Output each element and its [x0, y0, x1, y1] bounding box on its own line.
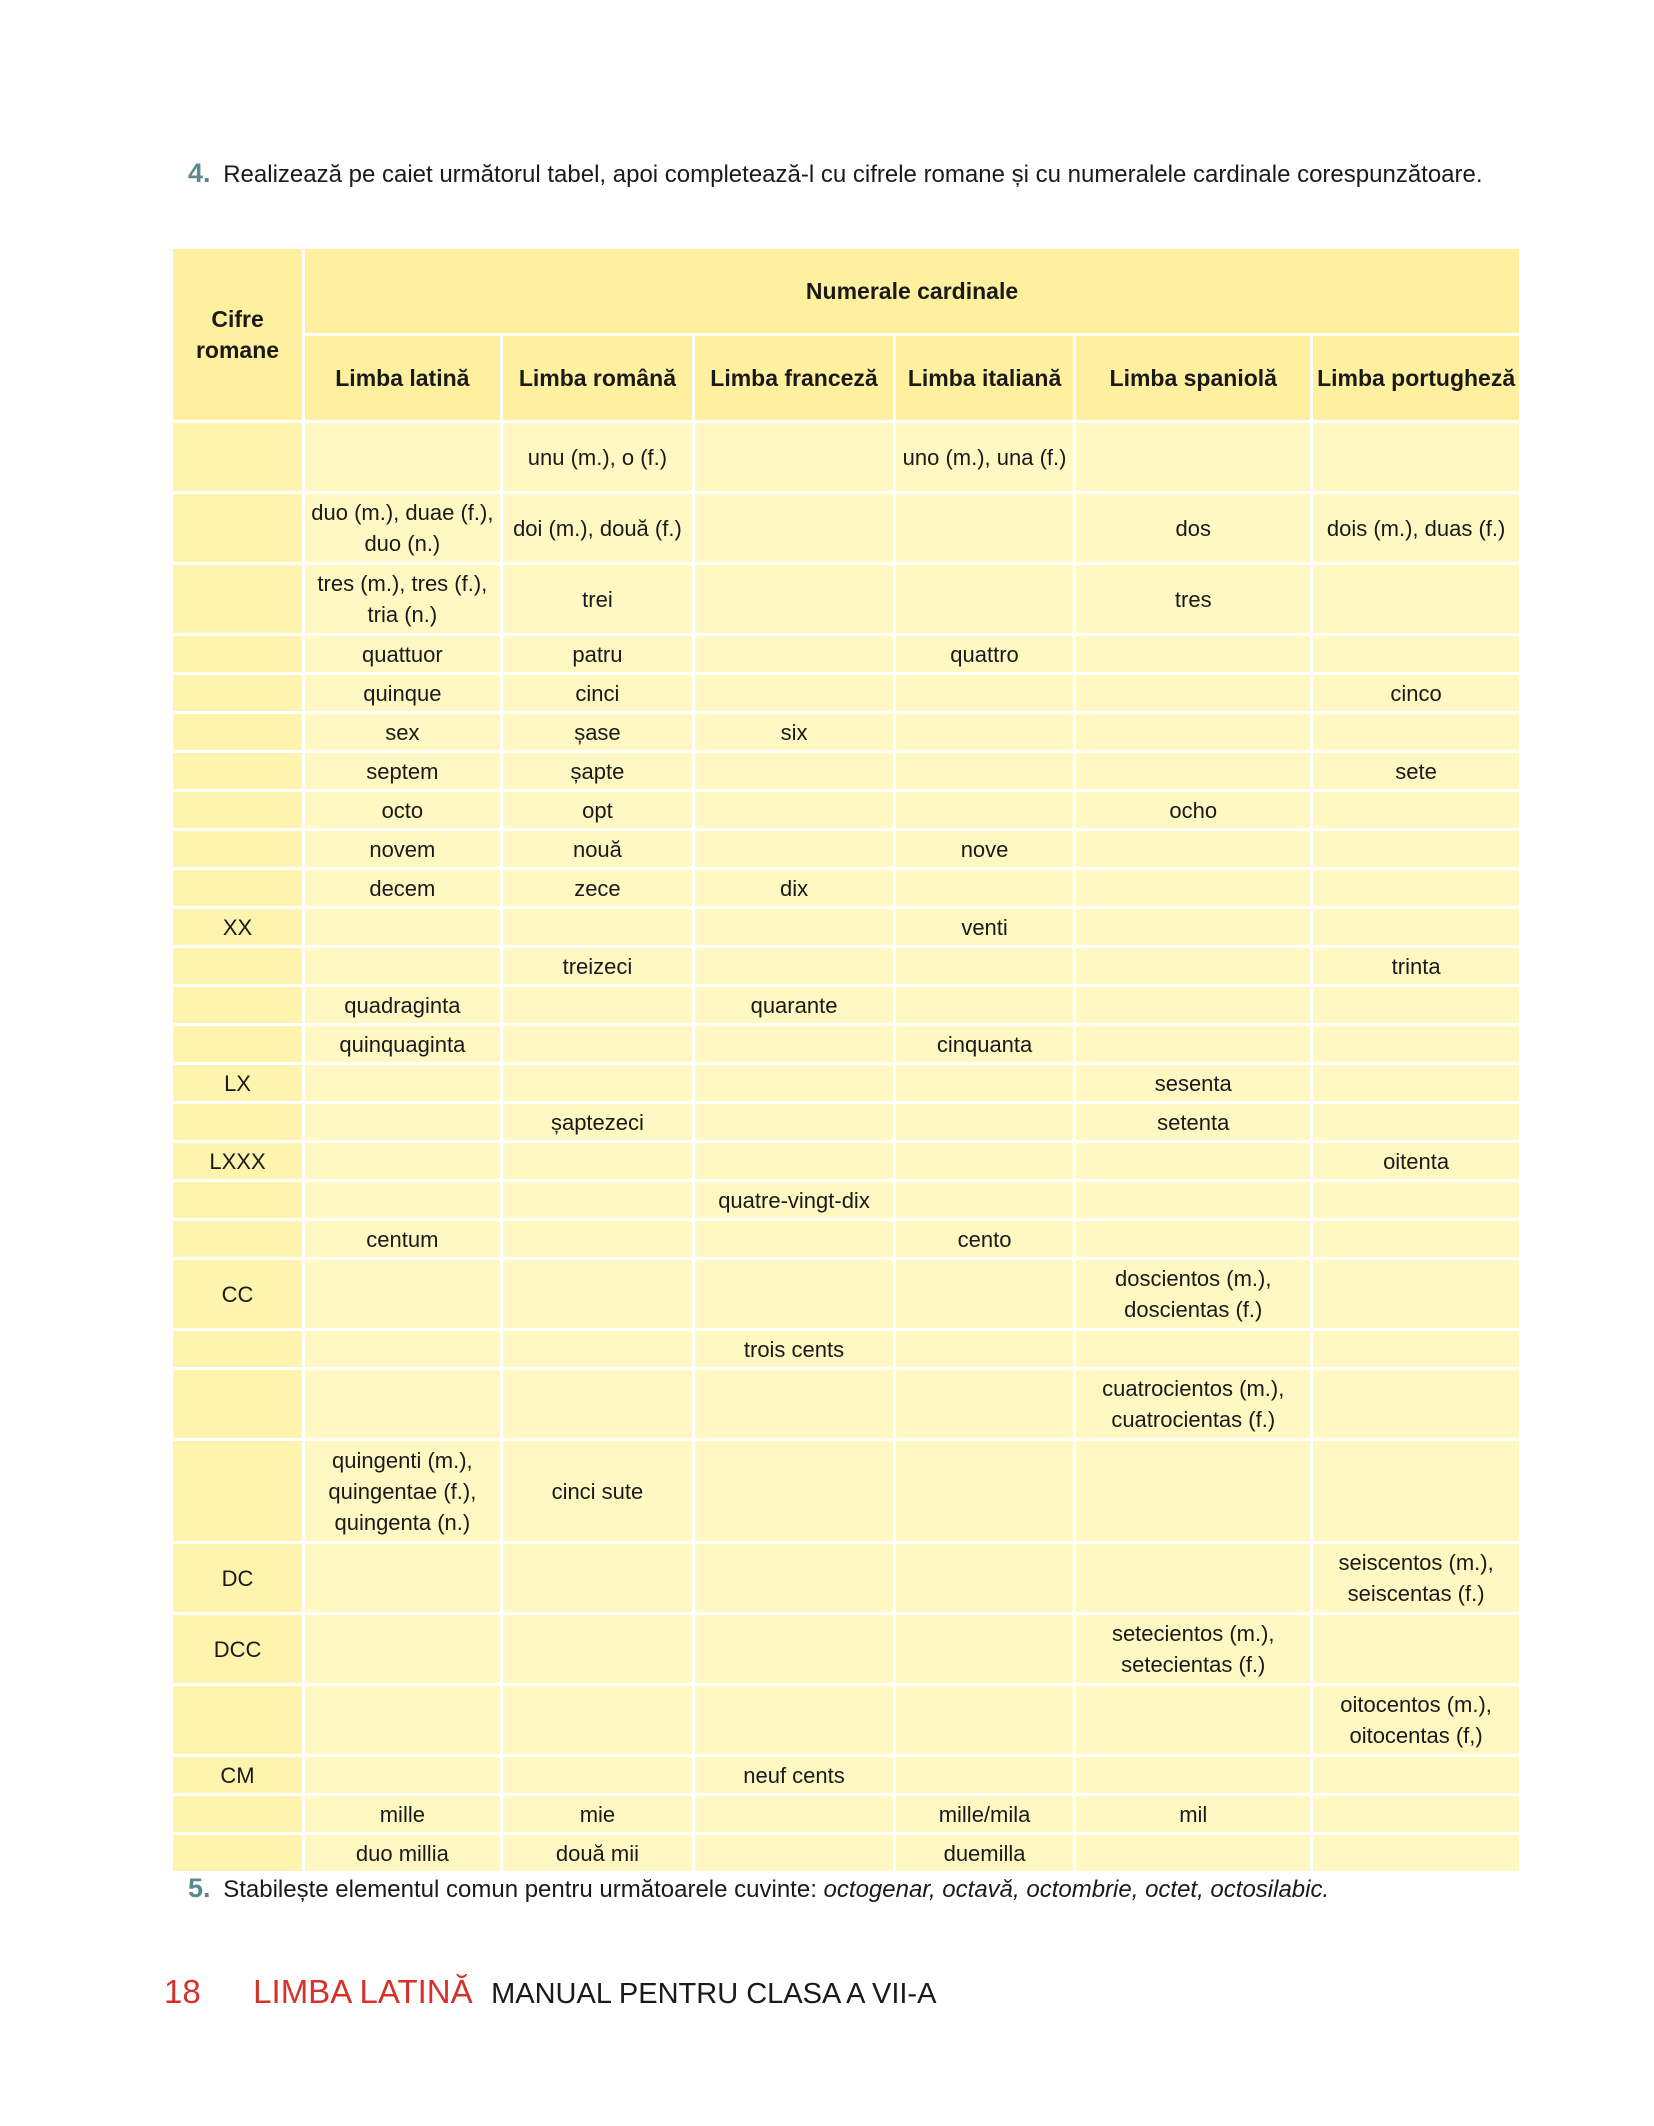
french-cell [695, 1686, 893, 1754]
portuguese-cell [1313, 1835, 1519, 1871]
romanian-cell: șase [503, 714, 693, 750]
roman-numeral-cell [173, 675, 302, 711]
italian-cell: nove [896, 831, 1073, 867]
portuguese-cell [1313, 1104, 1519, 1140]
latin-cell [305, 1143, 500, 1179]
italian-cell: quattro [896, 636, 1073, 672]
table-row [173, 1221, 1519, 1257]
table-row [173, 1441, 1519, 1541]
italian-cell [896, 1757, 1073, 1793]
portuguese-cell [1313, 714, 1519, 750]
table-row [173, 1260, 1519, 1328]
french-cell [695, 1026, 893, 1062]
latin-cell: quattuor [305, 636, 500, 672]
spanish-cell [1076, 1221, 1310, 1257]
table-row [173, 1796, 1519, 1832]
roman-numeral-cell [173, 714, 302, 750]
table-row [173, 423, 1519, 491]
table-row [173, 1065, 1519, 1101]
french-cell [695, 494, 893, 562]
italian-cell [896, 987, 1073, 1023]
french-cell [695, 831, 893, 867]
table-row [173, 1544, 1519, 1612]
french-cell: trois cents [695, 1331, 893, 1367]
portuguese-cell: trinta [1313, 948, 1519, 984]
book-subtitle: MANUAL PENTRU CLASA A VII-A [491, 1978, 937, 2010]
romanian-cell: nouă [503, 831, 693, 867]
table-row [173, 987, 1519, 1023]
portuguese-cell [1313, 792, 1519, 828]
french-cell [695, 753, 893, 789]
french-cell [695, 1441, 893, 1541]
book-title: LIMBA LATINĂ [253, 1973, 473, 2010]
latin-cell [305, 423, 500, 491]
roman-numeral-cell [173, 636, 302, 672]
spanish-cell [1076, 1182, 1310, 1218]
portuguese-cell: oitocentos (m.), oitocentas (f,) [1313, 1686, 1519, 1754]
latin-cell: duo (m.), duae (f.), duo (n.) [305, 494, 500, 562]
roman-numeral-cell [173, 831, 302, 867]
italian-cell [896, 1441, 1073, 1541]
french-cell [695, 1104, 893, 1140]
spanish-cell [1076, 753, 1310, 789]
romanian-cell: șaptezeci [503, 1104, 693, 1140]
roman-numeral-cell [173, 1835, 302, 1871]
spanish-cell: mil [1076, 1796, 1310, 1832]
portuguese-cell [1313, 987, 1519, 1023]
french-cell [695, 948, 893, 984]
table-row [173, 1331, 1519, 1367]
latin-cell: tres (m.), tres (f.), tria (n.) [305, 565, 500, 633]
french-cell: dix [695, 870, 893, 906]
roman-numeral-cell [173, 1331, 302, 1367]
romanian-cell [503, 1026, 693, 1062]
romanian-cell [503, 987, 693, 1023]
french-cell [695, 565, 893, 633]
portuguese-cell: sete [1313, 753, 1519, 789]
table-row [173, 1182, 1519, 1218]
romanian-cell [503, 1544, 693, 1612]
roman-numeral-cell [173, 948, 302, 984]
french-cell: neuf cents [695, 1757, 893, 1793]
romanian-cell [503, 1370, 693, 1438]
italian-cell [896, 1544, 1073, 1612]
italian-cell [896, 870, 1073, 906]
italian-cell: uno (m.), una (f.) [896, 423, 1073, 491]
french-cell [695, 1615, 893, 1683]
exercise-5-words: octogenar, octavă, octombrie, octet, octosilabic. [823, 1876, 1330, 1903]
roman-numeral-cell [173, 565, 302, 633]
portuguese-cell [1313, 1260, 1519, 1328]
table-row [173, 565, 1519, 633]
italian-cell [896, 714, 1073, 750]
roman-numeral-cell [173, 1104, 302, 1140]
latin-cell [305, 1065, 500, 1101]
portuguese-cell [1313, 1441, 1519, 1541]
italian-cell [896, 1686, 1073, 1754]
french-cell [695, 792, 893, 828]
italian-cell [896, 1182, 1073, 1218]
spanish-cell [1076, 1441, 1310, 1541]
italian-cell [896, 1143, 1073, 1179]
italian-cell [896, 948, 1073, 984]
italian-cell: duemilla [896, 1835, 1073, 1871]
italian-cell [896, 1065, 1073, 1101]
italian-cell: cinquanta [896, 1026, 1073, 1062]
italian-cell [896, 565, 1073, 633]
spanish-cell [1076, 1686, 1310, 1754]
portuguese-cell [1313, 870, 1519, 906]
exercise-4 [188, 158, 1483, 190]
portuguese-cell [1313, 1182, 1519, 1218]
latin-cell [305, 1370, 500, 1438]
spanish-cell [1076, 909, 1310, 945]
table-row [173, 1370, 1519, 1438]
romanian-cell: opt [503, 792, 693, 828]
latin-cell [305, 1757, 500, 1793]
portuguese-cell [1313, 1796, 1519, 1832]
romanian-cell: șapte [503, 753, 693, 789]
exercise-5-number: 5. [188, 1873, 211, 1903]
latin-cell: centum [305, 1221, 500, 1257]
table-row [173, 1615, 1519, 1683]
table-row [173, 948, 1519, 984]
table-row [173, 1104, 1519, 1140]
portuguese-cell [1313, 565, 1519, 633]
italian-cell: cento [896, 1221, 1073, 1257]
portuguese-cell [1313, 831, 1519, 867]
roman-numeral-cell: DCC [173, 1615, 302, 1683]
spanish-cell: setecientos (m.), setecientas (f.) [1076, 1615, 1310, 1683]
roman-numeral-cell: XX [173, 909, 302, 945]
romanian-cell [503, 1143, 693, 1179]
spanish-cell [1076, 1143, 1310, 1179]
romanian-cell [503, 1686, 693, 1754]
spanish-cell [1076, 1544, 1310, 1612]
romanian-cell: cinci [503, 675, 693, 711]
roman-numeral-cell [173, 1441, 302, 1541]
latin-cell [305, 1104, 500, 1140]
french-cell: quarante [695, 987, 893, 1023]
french-cell [695, 1796, 893, 1832]
latin-cell: duo millia [305, 1835, 500, 1871]
portuguese-cell [1313, 909, 1519, 945]
spanish-cell [1076, 714, 1310, 750]
romanian-cell: doi (m.), două (f.) [503, 494, 693, 562]
roman-numeral-cell: DC [173, 1544, 302, 1612]
exercise-5-text: Stabilește elementul comun pentru următoarele cuvinte: [223, 1876, 817, 1903]
spanish-cell [1076, 636, 1310, 672]
table-row [173, 1835, 1519, 1871]
romanian-cell: două mii [503, 1835, 693, 1871]
french-cell: quatre-vingt-dix [695, 1182, 893, 1218]
roman-numeral-cell [173, 1026, 302, 1062]
french-cell [695, 636, 893, 672]
portuguese-cell: cinco [1313, 675, 1519, 711]
roman-numeral-cell: CM [173, 1757, 302, 1793]
page-footer [164, 1973, 936, 2011]
latin-cell [305, 1686, 500, 1754]
roman-numeral-cell: LX [173, 1065, 302, 1101]
roman-numeral-cell [173, 792, 302, 828]
latin-cell: quingenti (m.), quingentae (f.), quingenta (n.) [305, 1441, 500, 1541]
italian-cell [896, 1331, 1073, 1367]
header-spanish: Limba spaniolă [1076, 336, 1310, 420]
table-row [173, 1757, 1519, 1793]
french-cell [695, 1544, 893, 1612]
roman-numeral-cell [173, 1796, 302, 1832]
portuguese-cell: dois (m.), duas (f.) [1313, 494, 1519, 562]
table-row [173, 1686, 1519, 1754]
italian-cell [896, 1260, 1073, 1328]
spanish-cell: dos [1076, 494, 1310, 562]
spanish-cell: ocho [1076, 792, 1310, 828]
latin-cell [305, 1182, 500, 1218]
romanian-cell [503, 1260, 693, 1328]
header-latin: Limba latină [305, 336, 500, 420]
romanian-cell [503, 1615, 693, 1683]
spanish-cell [1076, 1835, 1310, 1871]
romanian-cell [503, 1331, 693, 1367]
latin-cell: decem [305, 870, 500, 906]
header-cardinal-numerals: Numerale cardinale [305, 249, 1519, 333]
roman-numeral-cell [173, 423, 302, 491]
italian-cell: venti [896, 909, 1073, 945]
spanish-cell [1076, 423, 1310, 491]
spanish-cell: sesenta [1076, 1065, 1310, 1101]
header-italian: Limba italiană [896, 336, 1073, 420]
italian-cell [896, 675, 1073, 711]
table-row [173, 870, 1519, 906]
latin-cell: quadraginta [305, 987, 500, 1023]
romanian-cell [503, 1182, 693, 1218]
french-cell [695, 675, 893, 711]
latin-cell [305, 1615, 500, 1683]
latin-cell [305, 1260, 500, 1328]
romanian-cell: treizeci [503, 948, 693, 984]
french-cell [695, 1065, 893, 1101]
romanian-cell: unu (m.), o (f.) [503, 423, 693, 491]
latin-cell: quinquaginta [305, 1026, 500, 1062]
french-cell [695, 1835, 893, 1871]
romanian-cell: zece [503, 870, 693, 906]
latin-cell [305, 1331, 500, 1367]
table-row [173, 1143, 1519, 1179]
portuguese-cell [1313, 1026, 1519, 1062]
portuguese-cell [1313, 423, 1519, 491]
portuguese-cell [1313, 1370, 1519, 1438]
latin-cell [305, 909, 500, 945]
romanian-cell [503, 1757, 693, 1793]
roman-numeral-cell [173, 1686, 302, 1754]
table-row [173, 714, 1519, 750]
table-row [173, 909, 1519, 945]
latin-cell [305, 1544, 500, 1612]
header-portuguese: Limba portugheză [1313, 336, 1519, 420]
portuguese-cell [1313, 1065, 1519, 1101]
header-roman-numerals: Cifre romane [173, 249, 302, 420]
table-row [173, 494, 1519, 562]
french-cell [695, 909, 893, 945]
portuguese-cell [1313, 1615, 1519, 1683]
table-row [173, 1026, 1519, 1062]
spanish-cell [1076, 1757, 1310, 1793]
spanish-cell: cuatrocientos (m.), cuatrocientas (f.) [1076, 1370, 1310, 1438]
roman-numeral-cell: CC [173, 1260, 302, 1328]
portuguese-cell: seiscentos (m.), seiscentas (f.) [1313, 1544, 1519, 1612]
spanish-cell [1076, 870, 1310, 906]
portuguese-cell [1313, 1221, 1519, 1257]
french-cell: six [695, 714, 893, 750]
numerals-table [170, 246, 1522, 1874]
exercise-4-text: Realizează pe caiet următorul tabel, apoi completează-l cu cifrele romane și cu numeralele cardinale corespunzătoare. [223, 161, 1483, 188]
romanian-cell [503, 909, 693, 945]
italian-cell [896, 1615, 1073, 1683]
latin-cell: octo [305, 792, 500, 828]
spanish-cell [1076, 675, 1310, 711]
exercise-4-number: 4. [188, 158, 211, 188]
roman-numeral-cell [173, 870, 302, 906]
romanian-cell: patru [503, 636, 693, 672]
roman-numeral-cell [173, 987, 302, 1023]
italian-cell: mille/mila [896, 1796, 1073, 1832]
italian-cell [896, 1104, 1073, 1140]
spanish-cell: tres [1076, 565, 1310, 633]
portuguese-cell [1313, 1757, 1519, 1793]
french-cell [695, 1260, 893, 1328]
roman-numeral-cell [173, 753, 302, 789]
latin-cell: mille [305, 1796, 500, 1832]
table-row [173, 831, 1519, 867]
latin-cell: quinque [305, 675, 500, 711]
latin-cell: septem [305, 753, 500, 789]
roman-numeral-cell [173, 1370, 302, 1438]
table-row [173, 792, 1519, 828]
roman-numeral-cell [173, 494, 302, 562]
table-body [173, 423, 1519, 1871]
header-romanian: Limba română [503, 336, 693, 420]
latin-cell [305, 948, 500, 984]
exercise-5 [188, 1873, 1329, 1905]
portuguese-cell: oitenta [1313, 1143, 1519, 1179]
latin-cell: novem [305, 831, 500, 867]
spanish-cell [1076, 1331, 1310, 1367]
spanish-cell [1076, 948, 1310, 984]
page-number: 18 [164, 1973, 201, 2010]
spanish-cell: doscientos (m.), doscientas (f.) [1076, 1260, 1310, 1328]
latin-cell: sex [305, 714, 500, 750]
romanian-cell: trei [503, 565, 693, 633]
french-cell [695, 423, 893, 491]
italian-cell [896, 792, 1073, 828]
portuguese-cell [1313, 1331, 1519, 1367]
spanish-cell [1076, 987, 1310, 1023]
table-row [173, 636, 1519, 672]
roman-numeral-cell: LXXX [173, 1143, 302, 1179]
italian-cell [896, 494, 1073, 562]
table-row [173, 753, 1519, 789]
header-french: Limba franceză [695, 336, 893, 420]
romanian-cell [503, 1221, 693, 1257]
portuguese-cell [1313, 636, 1519, 672]
french-cell [695, 1370, 893, 1438]
italian-cell [896, 753, 1073, 789]
spanish-cell [1076, 831, 1310, 867]
spanish-cell [1076, 1026, 1310, 1062]
romanian-cell: cinci sute [503, 1441, 693, 1541]
table-row [173, 675, 1519, 711]
romanian-cell: mie [503, 1796, 693, 1832]
romanian-cell [503, 1065, 693, 1101]
spanish-cell: setenta [1076, 1104, 1310, 1140]
french-cell [695, 1221, 893, 1257]
roman-numeral-cell [173, 1182, 302, 1218]
french-cell [695, 1143, 893, 1179]
roman-numeral-cell [173, 1221, 302, 1257]
italian-cell [896, 1370, 1073, 1438]
